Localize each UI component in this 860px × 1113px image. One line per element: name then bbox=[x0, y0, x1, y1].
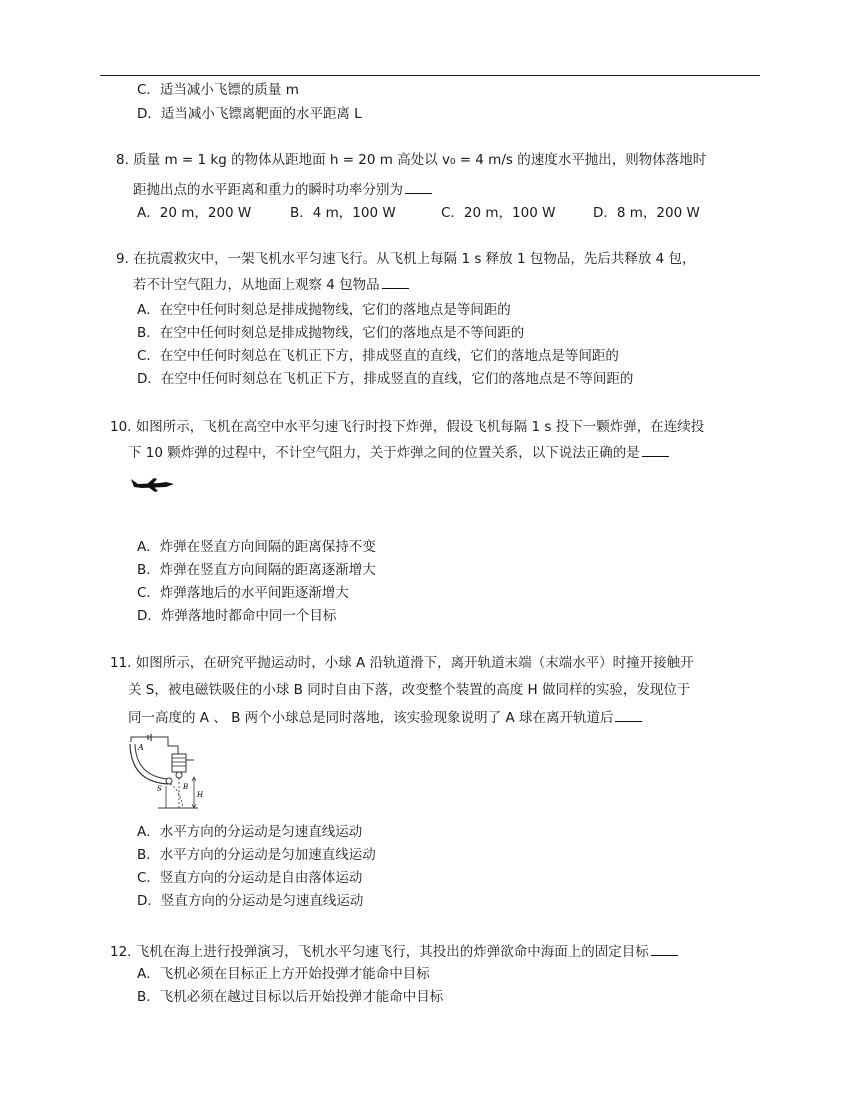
answer-blank bbox=[615, 708, 642, 722]
q11-option-d: D．竖直方向的分运动是匀速直线运动 bbox=[137, 893, 364, 909]
label-a: A bbox=[138, 743, 144, 752]
q8-text-line1: 8. 质量 m = 1 kg 的物体从距地面 h = 20 m 高处以 v₀ = 4 m/s 的速度水平抛出，则物体落地时 bbox=[116, 152, 707, 168]
q9-text-line1: 9. 在抗震救灾中，一架飞机水平匀速飞行。从飞机上每隔 1 s 释放 1 包物品，先后共释放 4 包， bbox=[116, 251, 696, 267]
answer-blank bbox=[651, 942, 678, 956]
answer-blank bbox=[642, 443, 669, 457]
q11-option-b: B．水平方向的分运动是匀加速直线运动 bbox=[137, 847, 376, 863]
q8-option-d: D．8 m，200 W bbox=[593, 205, 700, 221]
prev-option-c: C．适当减小飞镖的质量 m bbox=[137, 82, 299, 98]
q10-option-c: C．炸弹落地后的水平间距逐渐增大 bbox=[137, 585, 349, 601]
q11-text-line1: 11. 如图所示，在研究平抛运动时，小球 A 沿轨道滑下，离开轨道末端（末端水平）时撞开接触开 bbox=[110, 655, 694, 671]
q9-text-line2: 若不计空气阻力，从地面上观察 4 包物品 bbox=[133, 275, 409, 294]
q12-text-line1: 12. 飞机在海上进行投弹演习，飞机水平匀速飞行，其投出的炸弹欲命中海面上的固定目标 bbox=[110, 942, 678, 961]
label-b: B bbox=[183, 783, 189, 791]
prev-option-d: D．适当减小飞镖离靶面的水平距离 L bbox=[137, 106, 362, 122]
q11-text-line2: 关 S，被电磁铁吸住的小球 B 同时自由下落，改变整个装置的高度 H 做同样的实验，发现位于 bbox=[128, 682, 691, 698]
q8-option-b: B．4 m，100 W bbox=[290, 205, 396, 221]
q10-option-b: B．炸弹在竖直方向间隔的距离逐渐增大 bbox=[137, 562, 376, 578]
q12-option-b: B．飞机必须在越过目标以后开始投弹才能命中目标 bbox=[137, 989, 444, 1005]
q9-option-c: C．在空中任何时刻总在飞机正下方，排成竖直的直线，它们的落地点是等间距的 bbox=[137, 348, 619, 364]
q10-text-line1: 10. 如图所示，飞机在高空中水平匀速飞行时投下炸弹，假设飞机每隔 1 s 投下一颗炸弹，在连续投 bbox=[110, 419, 705, 435]
q8-option-a: A．20 m，200 W bbox=[137, 205, 252, 221]
q8-option-c: C．20 m，100 W bbox=[441, 205, 556, 221]
airplane-figure bbox=[128, 474, 178, 494]
q9-option-b: B．在空中任何时刻总是排成抛物线，它们的落地点是不等间距的 bbox=[137, 325, 525, 341]
q11-option-c: C．竖直方向的分运动是自由落体运动 bbox=[137, 870, 363, 886]
q8-text-line2: 距抛出点的水平距离和重力的瞬时功率分别为 bbox=[133, 180, 432, 199]
answer-blank bbox=[405, 180, 432, 194]
label-h: H bbox=[197, 791, 204, 799]
q10-text-line2: 下 10 颗炸弹的过程中，不计空气阻力，关于炸弹之间的位置关系，以下说法正确的是 bbox=[128, 443, 669, 462]
q11-text-line3: 同一高度的 A 、 B 两个小球总是同时落地，该实验现象说明了 A 球在离开轨道后 bbox=[128, 708, 642, 727]
experiment-apparatus-figure bbox=[128, 734, 208, 812]
q9-option-d: D．在空中任何时刻总在飞机正下方，排成竖直的直线，它们的落地点是不等间距的 bbox=[137, 371, 634, 387]
q10-option-a: A．炸弹在竖直方向间隔的距离保持不变 bbox=[137, 539, 376, 555]
q12-option-a: A．飞机必须在目标正上方开始投弹才能命中目标 bbox=[137, 966, 430, 982]
q11-option-a: A．水平方向的分运动是匀速直线运动 bbox=[137, 824, 363, 840]
header-rule bbox=[100, 75, 760, 76]
q10-option-d: D．炸弹落地时都命中同一个目标 bbox=[137, 608, 337, 624]
q9-option-a: A．在空中任何时刻总是排成抛物线，它们的落地点是等间距的 bbox=[137, 302, 511, 318]
label-s: S bbox=[157, 785, 162, 793]
answer-blank bbox=[382, 275, 409, 289]
